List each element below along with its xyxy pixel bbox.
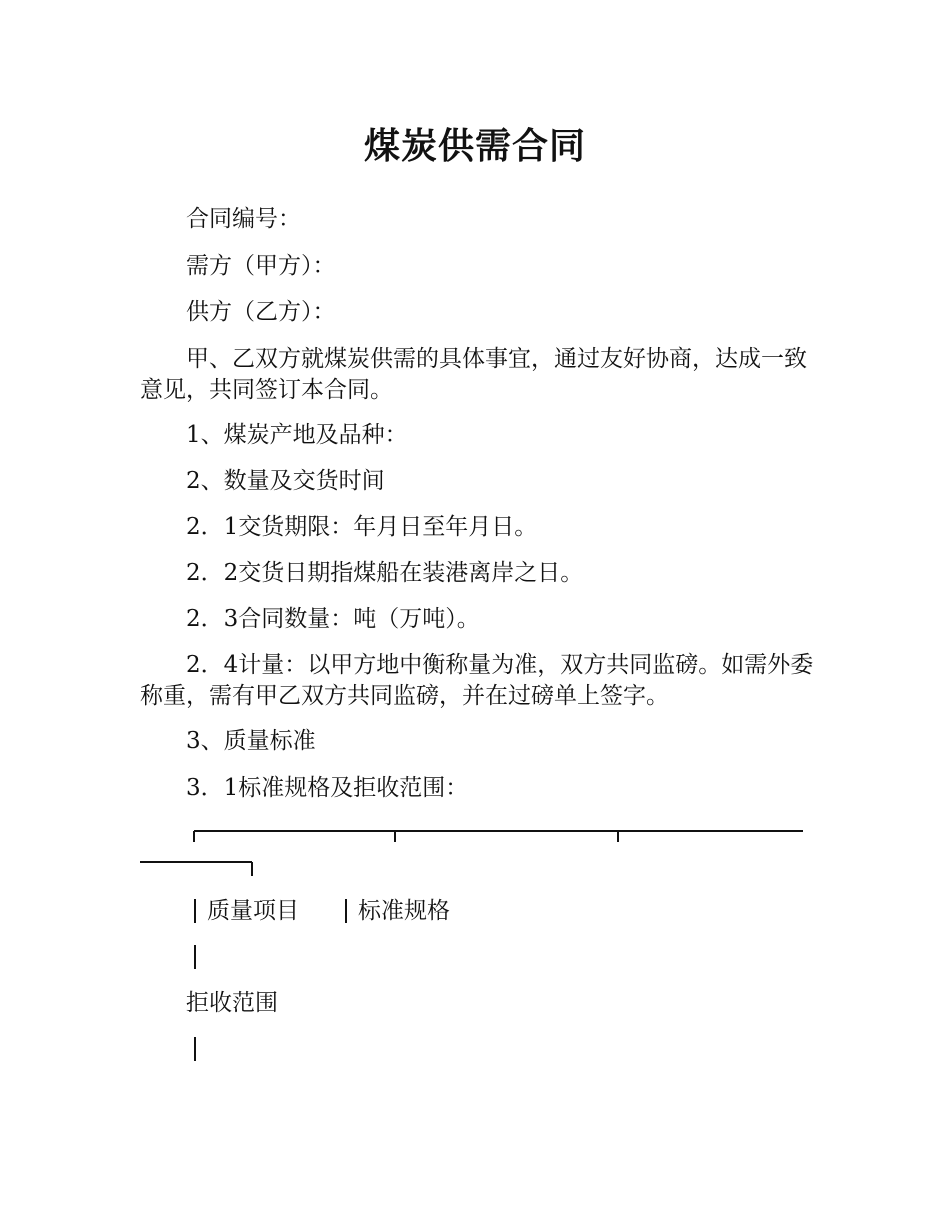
clause-2-4: 2．4计量：以甲方地中衡称量为准，双方共同监磅。如需外委称重，需有甲乙双方共同监磅，并在过磅单上签字。 [140, 652, 814, 709]
buyer-line: 需方（甲方）： [186, 253, 336, 279]
section-2-heading: 2、数量及交货时间 [186, 468, 385, 494]
intro-paragraph: 甲、乙双方就煤炭供需的具体事宜，通过友好协商，达成一致意见，共同签订本合同。 [140, 346, 807, 403]
section-3-heading: 3、质量标准 [186, 728, 316, 754]
table-left-bar [194, 899, 196, 923]
contract-number-line: 合同编号： [186, 206, 301, 232]
table-top-border [193, 830, 803, 842]
section-1-heading: 1、煤炭产地及品种： [186, 422, 408, 448]
seller-line: 供方（乙方）： [186, 299, 336, 325]
clause-2-1: 2．1交货期限：年月日至年月日。 [186, 514, 538, 540]
clause-3-1: 3．1标准规格及拒收范围： [186, 775, 469, 801]
table-bar-3 [194, 1037, 196, 1061]
document-title: 煤炭供需合同 [363, 126, 586, 167]
table-mid-bar [345, 899, 347, 923]
table-bar-2 [194, 945, 196, 969]
clause-2-3: 2．3合同数量：吨（万吨）。 [186, 606, 480, 632]
table-header-rejection-range: 拒收范围 [186, 990, 278, 1016]
table-header-standard-spec: 标准规格 [358, 898, 450, 924]
clause-2-2: 2．2交货日期指煤船在装港离岸之日。 [186, 560, 584, 586]
table-top-border-wrap [140, 858, 255, 878]
table-header-quality-item: 质量项目 [207, 898, 299, 924]
